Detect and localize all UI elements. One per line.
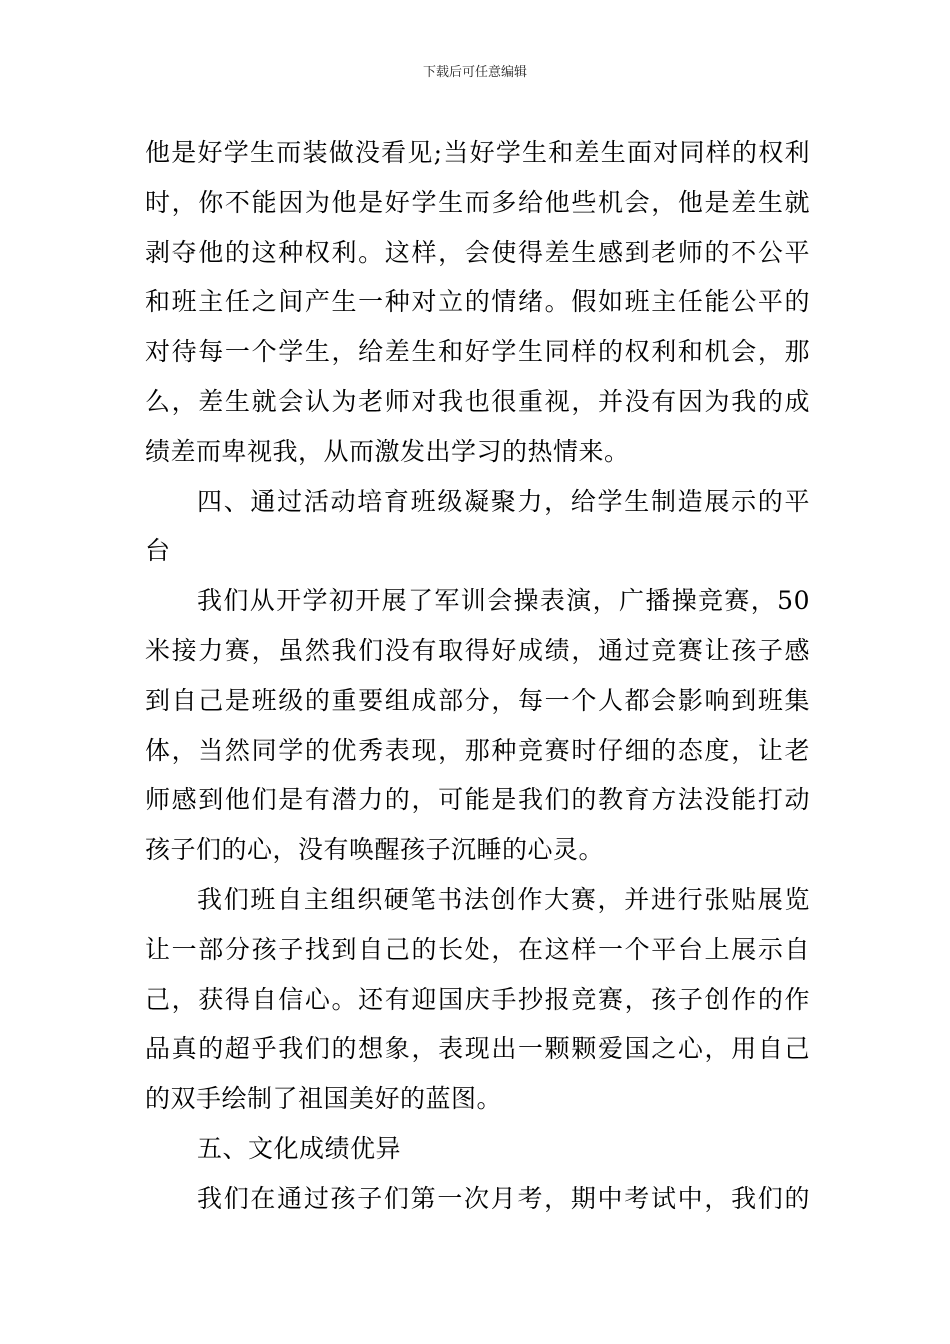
text-line: 我们从开学初开展了军训会操表演，广播操竞赛，50 <box>197 586 810 616</box>
text-line: 让一部分孩子找到自己的长处，在这样一个平台上展示自 <box>145 934 810 964</box>
text-line: 我们在通过孩子们第一次月考，期中考试中，我们的 <box>197 1183 810 1213</box>
text-line: 己，获得自信心。还有迎国庆手抄报竞赛，孩子创作的作 <box>145 984 810 1014</box>
text-line: 时，你不能因为他是好学生而多给他些机会，他是差生就 <box>145 187 810 217</box>
text-line: 和班主任之间产生一种对立的情绪。假如班主任能公平的 <box>145 287 810 317</box>
text-line: 到自己是班级的重要组成部分，每一个人都会影响到班集 <box>145 685 810 715</box>
document-body <box>145 128 810 1224</box>
section-heading-four-cont: 台 <box>145 536 171 566</box>
text-line: 他是好学生而装做没看见;当好学生和差生面对同样的权利 <box>145 138 810 167</box>
text-line: 的双手绘制了祖国美好的蓝图。 <box>145 1084 503 1114</box>
text-line: 么，差生就会认为老师对我也很重视，并没有因为我的成 <box>145 386 810 416</box>
text-line: 师感到他们是有潜力的，可能是我们的教育方法没能打动 <box>145 785 810 815</box>
text-line: 米接力赛，虽然我们没有取得好成绩，通过竞赛让孩子感 <box>145 635 810 665</box>
section-heading-four: 四、通过活动培育班级凝聚力，给学生制造展示的平 <box>197 486 810 516</box>
section-heading-five: 五、文化成绩优异 <box>197 1133 402 1163</box>
text-line: 体，当然同学的优秀表现，那种竞赛时仔细的态度，让老 <box>145 735 810 765</box>
text-line: 孩子们的心，没有唤醒孩子沉睡的心灵。 <box>145 835 605 865</box>
text-line: 我们班自主组织硬笔书法创作大赛，并进行张贴展览 <box>197 884 810 914</box>
page-header-note: 下载后可任意编辑 <box>422 65 527 80</box>
text-line: 品真的超乎我们的想象，表现出一颗颗爱国之心，用自己 <box>145 1034 810 1064</box>
text-line: 剥夺他的这种权利。这样，会使得差生感到老师的不公平 <box>145 237 810 267</box>
text-line: 绩差而卑视我，从而激发出学习的热情来。 <box>145 436 630 466</box>
text-line: 对待每一个学生，给差生和好学生同样的权利和机会，那 <box>145 337 810 367</box>
